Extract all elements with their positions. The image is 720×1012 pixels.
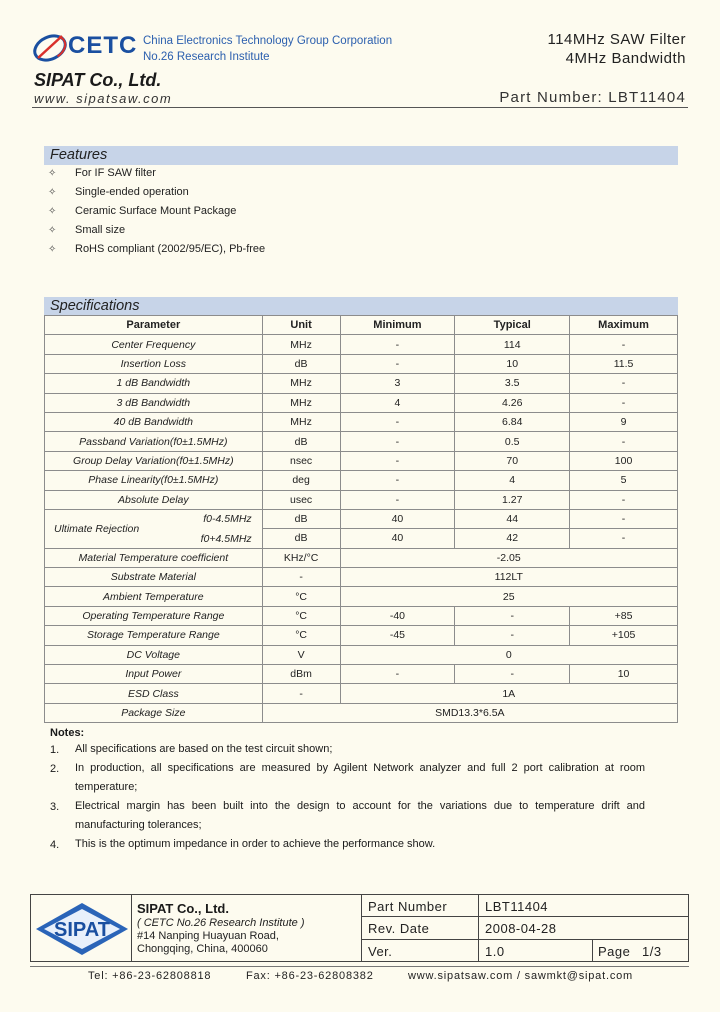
rejection-label: Ultimate Rejection f0-4.5MHz f0+4.5MHz [45, 509, 263, 548]
footer-divider [592, 939, 593, 962]
table-cell: 25 [340, 587, 677, 606]
table-cell: 4 [455, 471, 570, 490]
version-label: Ver. [368, 944, 393, 959]
table-row [45, 606, 678, 625]
cetc-logo-icon [32, 28, 72, 68]
table-row [45, 412, 678, 431]
cetc-logo-text: CETC [68, 32, 138, 59]
table-cell: - [262, 568, 340, 587]
note-number: 4. [50, 839, 60, 851]
table-cell: - [570, 509, 678, 528]
table-cell: - [340, 471, 455, 490]
table-cell: 6.84 [455, 412, 570, 431]
column-header: Unit [262, 316, 340, 335]
note-number: 2. [50, 763, 60, 775]
table-row [45, 703, 678, 722]
table-cell: 1A [340, 684, 677, 703]
table-cell: Ambient Temperature [45, 587, 263, 606]
feature-item: ✧ Single-ended operation [48, 186, 189, 198]
table-cell: 0.5 [455, 432, 570, 451]
table-cell: 1 dB Bandwidth [45, 374, 263, 393]
table-cell: °C [262, 587, 340, 606]
diamond-bullet-icon: ✧ [48, 206, 57, 217]
table-row [45, 451, 678, 470]
table-cell: Passband Variation(f0±1.5MHz) [45, 432, 263, 451]
table-cell: 40 dB Bandwidth [45, 412, 263, 431]
table-cell: Storage Temperature Range [45, 626, 263, 645]
table-cell: 10 [455, 354, 570, 373]
note-text: All specifications are based on the test circuit shown; [75, 743, 333, 755]
page-value: 1/3 [642, 944, 662, 959]
table-cell: - [340, 665, 455, 684]
diamond-bullet-icon: ✧ [48, 187, 57, 198]
table-cell: -45 [340, 626, 455, 645]
website-link[interactable]: www. sipatsaw.com [34, 91, 173, 106]
table-row [45, 548, 678, 567]
product-title: 114MHz SAW Filter [547, 31, 686, 48]
table-row [45, 354, 678, 373]
part-number: Part Number: LBT11404 [499, 89, 686, 106]
table-cell: MHz [262, 374, 340, 393]
table-cell: 40 [340, 509, 455, 528]
feature-item: ✧ RoHS compliant (2002/95/EC), Pb-free [48, 243, 266, 255]
table-cell: 11.5 [570, 354, 678, 373]
table-cell: Absolute Delay [45, 490, 263, 509]
table-cell: - [570, 490, 678, 509]
table-cell: - [570, 432, 678, 451]
table-row [45, 335, 678, 354]
table-cell: - [570, 529, 678, 548]
table-cell: - [340, 490, 455, 509]
table-row [45, 684, 678, 703]
diamond-bullet-icon: ✧ [48, 244, 57, 255]
table-row [45, 626, 678, 645]
table-row [45, 471, 678, 490]
notes-title: Notes: [50, 727, 85, 739]
table-cell: Substrate Material [45, 568, 263, 587]
table-cell: 44 [455, 509, 570, 528]
table-cell: MHz [262, 412, 340, 431]
table-cell: MHz [262, 335, 340, 354]
contact-divider [30, 966, 689, 967]
table-row [45, 645, 678, 664]
column-header: Parameter [45, 316, 263, 335]
table-cell: dB [262, 432, 340, 451]
table-cell: - [340, 451, 455, 470]
table-cell: 3.5 [455, 374, 570, 393]
table-cell: - [340, 335, 455, 354]
table-cell: SMD13.3*6.5A [262, 703, 677, 722]
sipat-logo [34, 901, 130, 957]
company-name: SIPAT Co., Ltd. [34, 70, 162, 90]
table-cell: - [340, 354, 455, 373]
footer-divider [361, 894, 362, 962]
feature-item: ✧ For IF SAW filter [48, 167, 156, 179]
footer-divider [361, 939, 689, 940]
note-text: In production, all specifications are measured by Agilent Network analyzer and full 2 port calibration at room temperature; [75, 762, 645, 793]
table-cell: - [570, 393, 678, 412]
diamond-bullet-icon: ✧ [48, 225, 57, 236]
table-row [45, 490, 678, 509]
product-bandwidth: 4MHz Bandwidth [565, 50, 686, 67]
table-cell: - [340, 432, 455, 451]
version-value: 1.0 [485, 944, 505, 959]
feature-item: ✧ Small size [48, 224, 126, 236]
table-cell: Operating Temperature Range [45, 606, 263, 625]
footer-address: #14 Nanping Huayuan Road, [137, 930, 279, 942]
column-header: Maximum [570, 316, 678, 335]
table-cell: 3 dB Bandwidth [45, 393, 263, 412]
column-header: Minimum [340, 316, 455, 335]
note-text: This is the optimum impedance in order to achieve the performance show. [75, 838, 436, 850]
table-cell: °C [262, 606, 340, 625]
org-name: China Electronics Technology Group Corporation [143, 35, 393, 47]
feature-item: ✧ Ceramic Surface Mount Package [48, 205, 237, 217]
table-cell: 70 [455, 451, 570, 470]
table-cell: 1.27 [455, 490, 570, 509]
table-cell: - [455, 626, 570, 645]
web-email-link[interactable]: www.sipatsaw.com / sawmkt@sipat.com [408, 970, 633, 982]
table-cell: 4 [340, 393, 455, 412]
table-row [45, 393, 678, 412]
table-cell: Insertion Loss [45, 354, 263, 373]
table-row [45, 665, 678, 684]
part-number-label: Part Number [368, 899, 448, 914]
table-cell: dB [262, 509, 340, 528]
table-cell: nsec [262, 451, 340, 470]
table-cell: V [262, 645, 340, 664]
footer-company: SIPAT Co., Ltd. [137, 901, 229, 916]
table-cell: deg [262, 471, 340, 490]
table-row [45, 374, 678, 393]
table-cell: 4.26 [455, 393, 570, 412]
table-cell: 40 [340, 529, 455, 548]
table-cell: 5 [570, 471, 678, 490]
table-cell: 112LT [340, 568, 677, 587]
telephone: Tel: +86-23-62808818 [88, 970, 212, 982]
footer-divider [361, 916, 689, 917]
table-cell: - [262, 684, 340, 703]
table-cell: - [570, 335, 678, 354]
footer-divider [131, 894, 132, 962]
specifications-heading: Specifications [44, 297, 678, 316]
table-row [45, 509, 678, 528]
table-cell: Group Delay Variation(f0±1.5MHz) [45, 451, 263, 470]
table-cell: Center Frequency [45, 335, 263, 354]
table-cell: 9 [570, 412, 678, 431]
table-cell: - [455, 665, 570, 684]
fax: Fax: +86-23-62808382 [246, 970, 374, 982]
table-cell: dBm [262, 665, 340, 684]
footer-address: Chongqing, China, 400060 [137, 943, 268, 955]
spec-rows [45, 335, 678, 510]
table-header-row [45, 316, 678, 335]
table-cell: Phase Linearity(f0±1.5MHz) [45, 471, 263, 490]
note-number: 3. [50, 801, 60, 813]
table-cell: °C [262, 626, 340, 645]
table-cell: ESD Class [45, 684, 263, 703]
sipat-logo-icon [34, 901, 130, 957]
part-number-value: LBT11404 [485, 899, 549, 914]
table-cell: +105 [570, 626, 678, 645]
footer-divider [478, 894, 479, 962]
table-cell: - [340, 412, 455, 431]
column-header: Typical [455, 316, 570, 335]
table-row [45, 568, 678, 587]
table-cell: dB [262, 354, 340, 373]
table-cell: Input Power [45, 665, 263, 684]
table-cell: MHz [262, 393, 340, 412]
table-cell: 10 [570, 665, 678, 684]
header-divider [32, 107, 688, 108]
table-cell: 100 [570, 451, 678, 470]
table-cell: 0 [340, 645, 677, 664]
table-cell: Material Temperature coefficient [45, 548, 263, 567]
table-row [45, 432, 678, 451]
rejection-sub-param: f0+4.5MHz [200, 532, 252, 545]
footer-institute: ( CETC No.26 Research Institute ) [137, 917, 305, 929]
page-label: Page [598, 944, 631, 959]
features-heading: Features [44, 146, 678, 165]
specifications-table [44, 315, 678, 723]
table-cell: Package Size [45, 703, 263, 722]
table-cell: -2.05 [340, 548, 677, 567]
table-cell: 3 [340, 374, 455, 393]
sipat-logo-text: SIPAT [54, 919, 110, 941]
table-cell: +85 [570, 606, 678, 625]
table-row [45, 587, 678, 606]
table-cell: - [570, 374, 678, 393]
table-cell: dB [262, 529, 340, 548]
table-cell: - [455, 606, 570, 625]
rev-date-label: Rev. Date [368, 921, 430, 936]
table-cell: DC Voltage [45, 645, 263, 664]
institute-name: No.26 Research Institute [143, 51, 270, 63]
table-cell: -40 [340, 606, 455, 625]
table-cell: usec [262, 490, 340, 509]
table-cell: 114 [455, 335, 570, 354]
table-cell: KHz/°C [262, 548, 340, 567]
diamond-bullet-icon: ✧ [48, 168, 57, 179]
rejection-sub-param: f0-4.5MHz [203, 512, 252, 525]
note-text: Electrical margin has been built into the design to account for the variations due to temperature drift and manufacturing tolerances; [75, 800, 645, 831]
rev-date-value: 2008-04-28 [485, 921, 557, 936]
table-cell: 42 [455, 529, 570, 548]
note-number: 1. [50, 744, 60, 756]
